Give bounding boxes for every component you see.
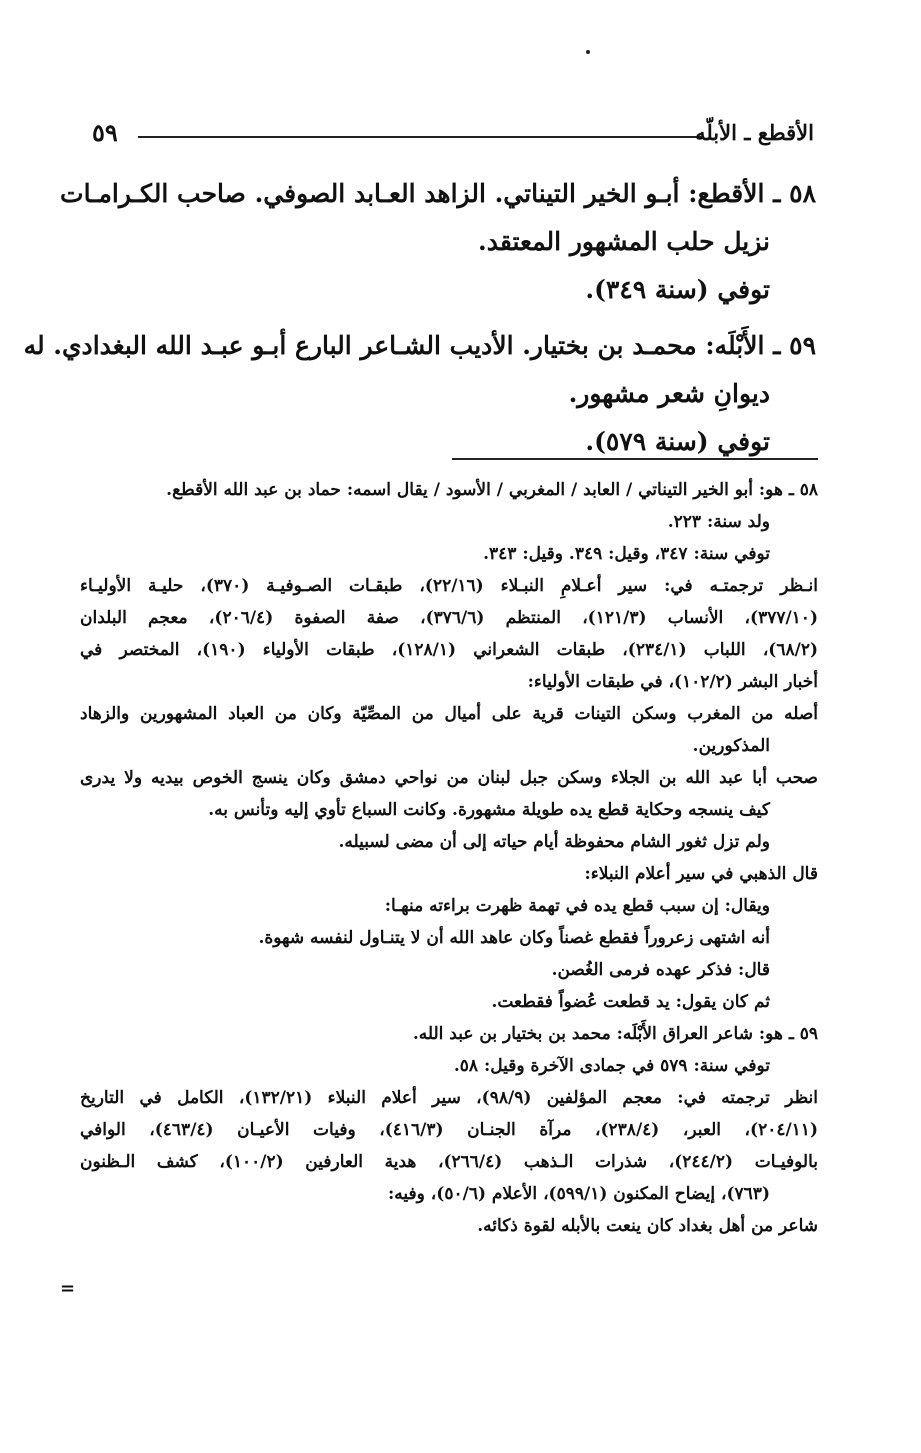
entry-59 — [23, 322, 816, 466]
footnote-line: قال الذهبي في سير أعلام النبلاء: — [584, 864, 818, 884]
footnote-line: توفي سنة: ٣٤٧، وقيل: ٣٤٩. وقيل: ٣٤٣. — [483, 544, 770, 564]
footnote-line: ٥٨ ـ هو: أبو الخير التيناتي / العابد / المغربي / الأسود / يقال اسمه: حماد بن عبد الله الأقطع. — [166, 480, 818, 500]
entry-death-line: توفي (سنة ٥٧٩). — [585, 427, 770, 456]
footnote-line: قال: فذكر عهده فرمى الغُصن. — [551, 960, 770, 980]
entry-line: ٥٩ ـ الأَبْلَه: محمـد بن بختيار. الأديب الشـاعر البارع أبـو عبـد الله البغدادي. له — [23, 331, 816, 360]
entry-line: نزيل حلب المشهور المعتقد. — [478, 227, 770, 256]
footnote-line: ثم كان يقول: يد قطعت عُضواً فقطعت. — [491, 992, 770, 1012]
entry-death-line: توفي (سنة ٣٤٩). — [585, 275, 770, 304]
footnote-line: ولم تزل ثغور الشام محفوظة أيام حياته إلى أن مضى لسبيله. — [338, 832, 770, 852]
main-text — [23, 170, 816, 466]
footnote-line: توفي سنة: ٥٧٩ في جمادى الآخرة وقيل: ٥٨. — [453, 1056, 770, 1076]
running-head: الأقطع ـ الأبلّه — [695, 120, 814, 145]
margin-mark: = — [60, 1278, 76, 1299]
footnote-line: (٦٨/٢)، اللباب (٢٣٤/١)، طبقات الشعراني (١٢٨/١)، طبقات الأولياء (١٩٠)، المختصر في — [80, 640, 819, 660]
footnotes — [80, 474, 818, 1242]
footnote-line: ويقال: إن سبب قطع يده في تهمة ظهرت براءته منهـا: — [384, 896, 770, 916]
footnote-line: ولد سنة: ٢٢٣. — [667, 512, 770, 532]
footnote-line: (٧٦٣)، إيضاح المكنون (٥٩٩/١)، الأعلام (٥٠/٦)، وفيه: — [388, 1184, 770, 1204]
footnote-line: ٥٩ ـ هو: شاعر العراق الأَبْلَه: محمد بن بختيار بن عبد الله. — [412, 1024, 818, 1044]
page-header — [92, 118, 814, 152]
entry-line: ٥٨ ـ الأقطع: أبـو الخير التيناتي. الزاهد العـابد الصوفي. صاحب الكـرامـات — [60, 179, 816, 208]
entry-line: ديوانِ شعر مشهور. — [568, 379, 770, 408]
footnote-line: (٢٠٤/١١)، العبر، (٢٣٨/٤)، مرآة الجنـان (٤١٦/٣)، وفيات الأعيـان (٤٦٣/٤)، الوافي — [80, 1120, 818, 1140]
footnote-line: بالوفيـات (٢٤٤/٢)، شذرات الـذهب (٢٦٦/٤)، هدية العارفين (١٠٠/٢)، كشف الـظنون — [80, 1152, 818, 1172]
footnote-line: انـظر ترجمتـه في: سير أعـلامِ النبـلاء (٢٢/١٦)، طبقـات الصـوفيـة (٣٧٠)، حليـة الأوليـاء — [80, 576, 819, 596]
footnote-line: المذكورين. — [692, 736, 770, 756]
footnote-line: (٣٧٧/١٠)، الأنساب (١٢١/٣)، المنتظم (٣٧٦/٦)، صفة الصفوة (٢٠٦/٤)، معجم البلدان — [80, 608, 818, 628]
footnote-line: شاعر من أهل بغداد كان ينعت بالأبله لقوة ذكائه. — [477, 1216, 818, 1236]
footnote-line: انظر ترجمته في: معجم المؤلفين (٩٨/٩)، سير أعلام النبلاء (١٣٢/٢١)، الكامل في التاريخ — [80, 1088, 818, 1108]
ink-dot — [586, 50, 590, 54]
footnote-rule — [452, 458, 818, 460]
page-number: ٥٩ — [92, 118, 118, 147]
footnote-line: أنه اشتهى زعروراً فقطع غصناً وكان عاهد الله أن لا يتنـاول لنفسه شهوة. — [258, 928, 770, 948]
entry-58 — [60, 170, 816, 314]
footnote-line: أصله من المغرب وسكن التينات قرية على أميال من المصِّيّة وكان من العباد المشهورين والزهاد — [80, 704, 818, 724]
footnote-line: أخبار البشر (١٠٢/٢)، في طبقات الأولياء: — [527, 672, 818, 692]
header-rule — [138, 136, 704, 138]
footnote-line: كيف ينسجه وحكاية قطع يده طويلة مشهورة. وكانت السباع تأوي إليه وتأنس به. — [208, 800, 770, 820]
footnote-line: صحب أبا عبد الله بن الجلاء وسكن جبل لبنان من نواحي دمشق وكان ينسج الخوص بيديه ولا يدرى — [80, 768, 818, 788]
